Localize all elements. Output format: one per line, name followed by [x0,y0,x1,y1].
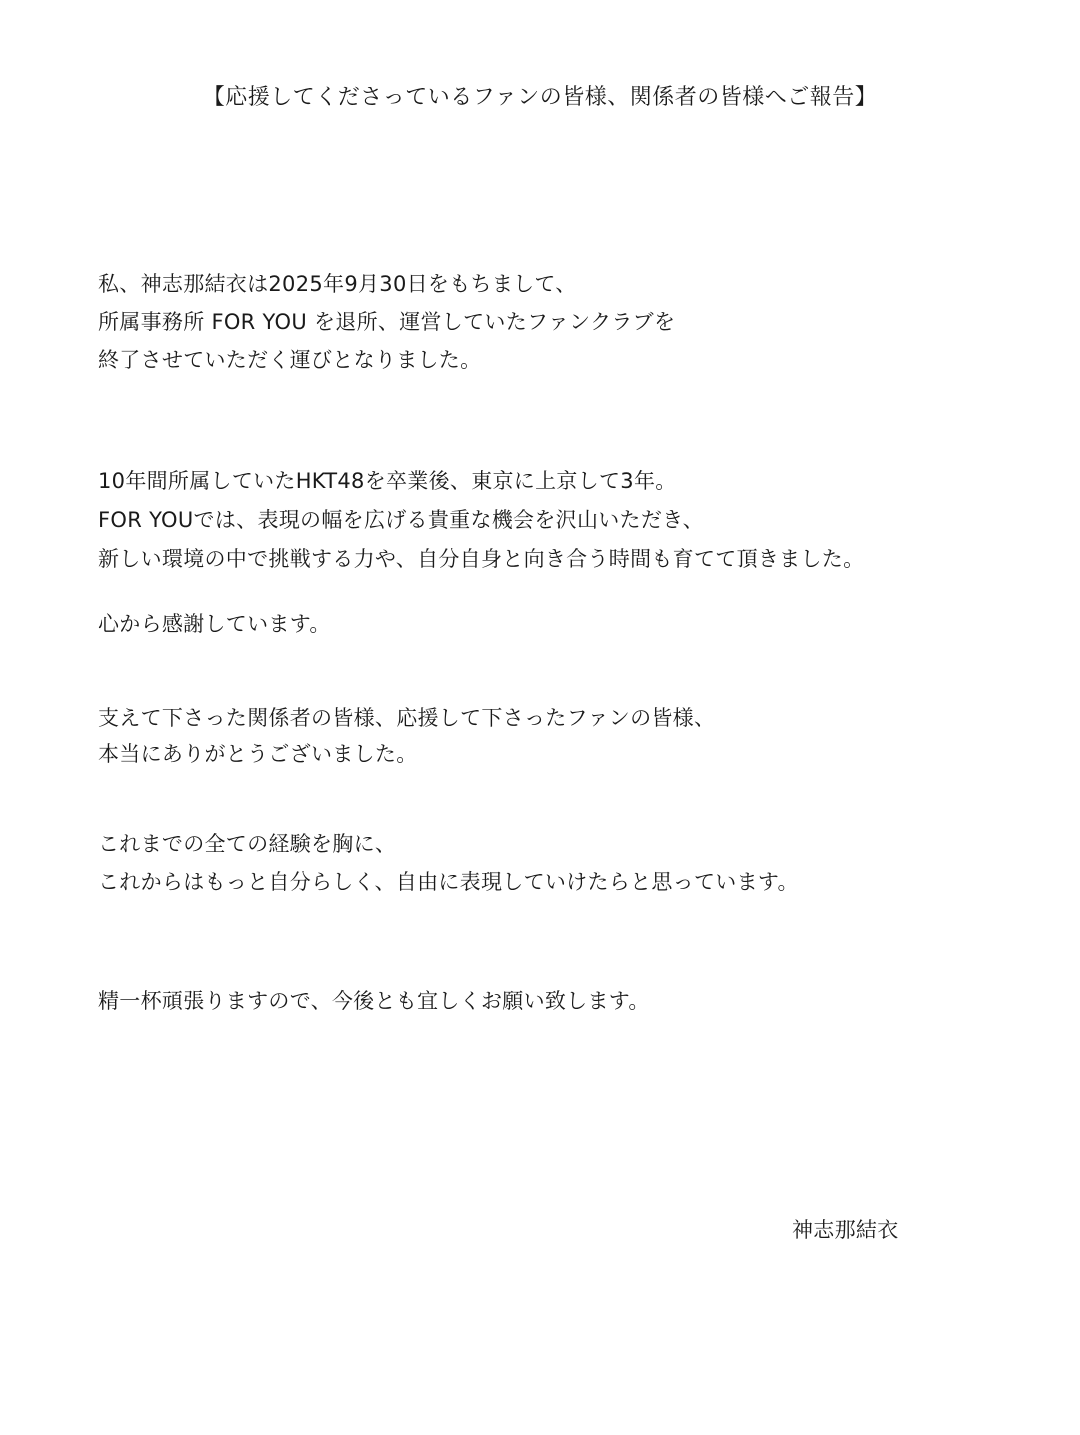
paragraph-4-line-2: 本当にありがとうございました。 [98,742,418,766]
paragraph-1-line-2: 所属事務所 FOR YOU を退所、運営していたファンクラブを [98,310,676,334]
paragraph-5-line-1: これまでの全ての経験を胸に、 [98,832,397,856]
paragraph-5-line-2: これからはもっと自分らしく、自由に表現していけたらと思っています。 [98,870,799,894]
paragraph-3-line-1: 心から感謝しています。 [98,612,331,636]
paragraph-1-line-1: 私、神志那結衣は2025年9月30日をもちまして、 [98,272,577,296]
paragraph-2-line-2: FOR YOUでは、表現の幅を広げる貴重な機会を沢山いただき、 [98,508,704,532]
paragraph-2-line-1: 10年間所属していたHKT48を卒業後、東京に上京して3年。 [98,469,677,493]
paragraph-2-line-3: 新しい環境の中で挑戦する力や、自分自身と向き合う時間も育てて頂きました。 [98,547,865,571]
paragraph-1-line-3: 終了させていただく運びとなりました。 [98,348,482,372]
paragraph-4-line-1: 支えて下さった関係者の皆様、応援して下さったファンの皆様、 [98,706,716,730]
paragraph-6-line-1: 精一杯頑張りますので、今後とも宜しくお願い致します。 [98,989,650,1013]
signature: 神志那結衣 [792,1218,899,1242]
document-title: 【応援してくださっているファンの皆様、関係者の皆様へご報告】 [202,85,878,110]
